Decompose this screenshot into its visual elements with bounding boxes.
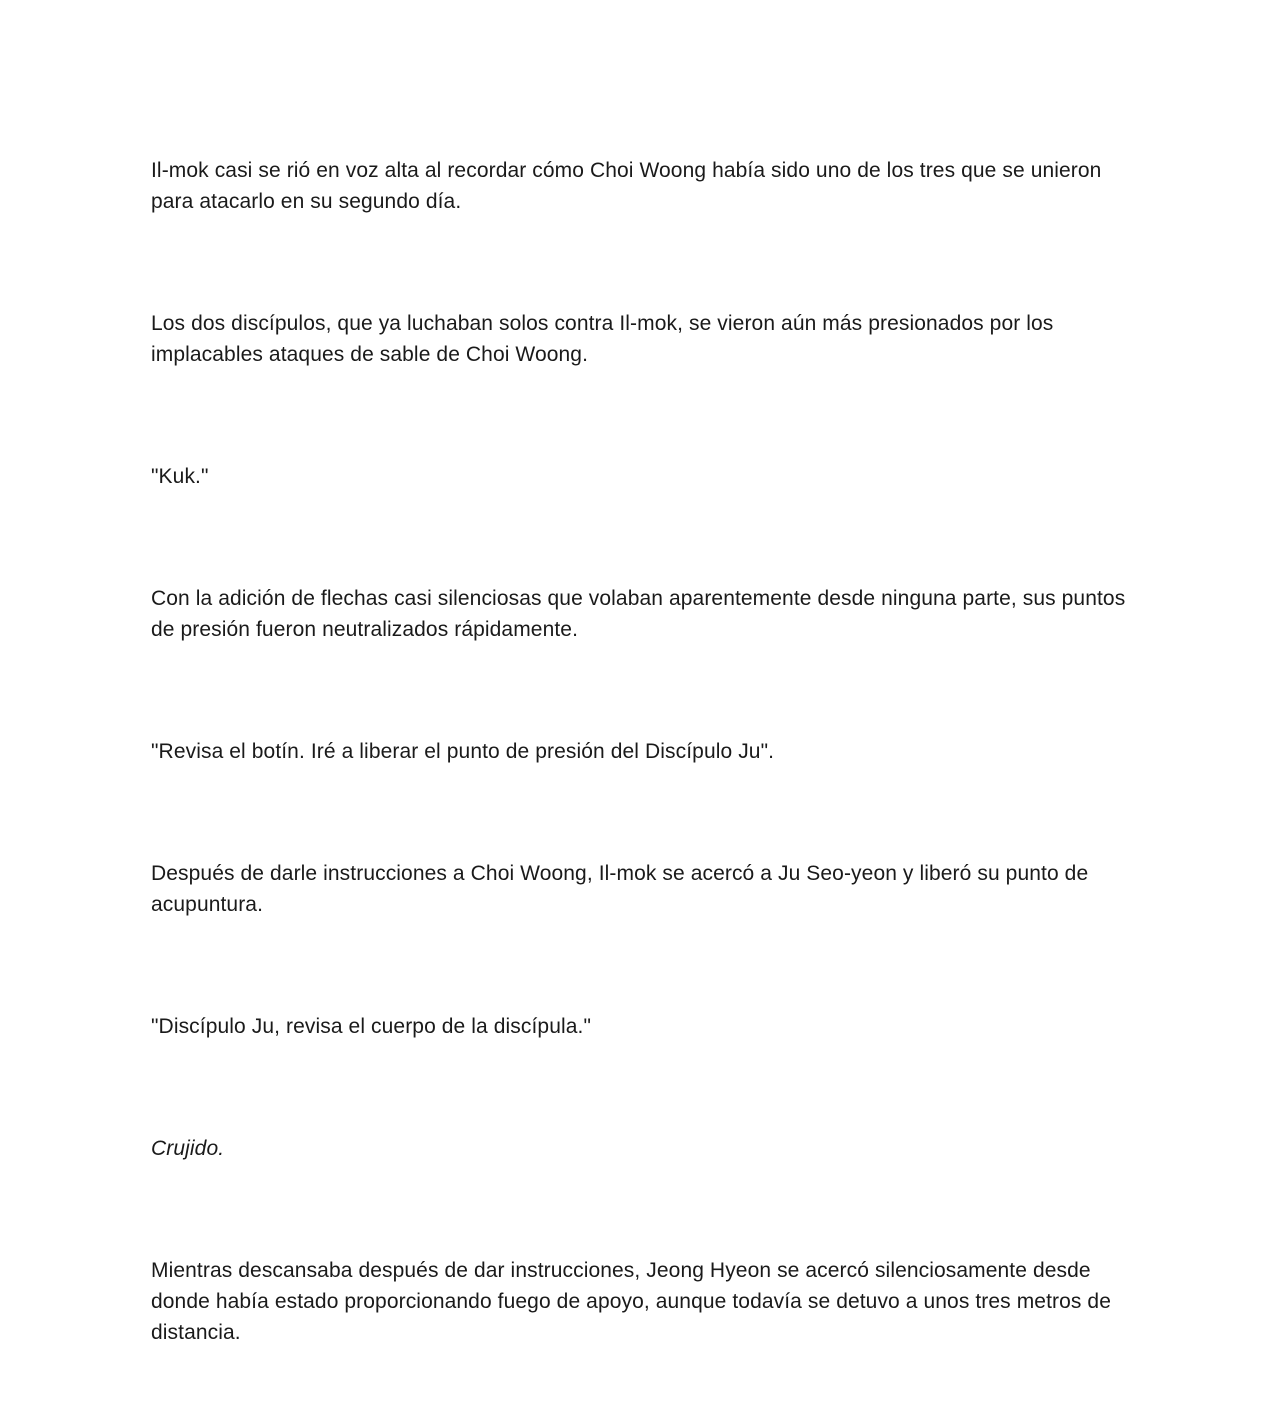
paragraph-1: Il-mok casi se rió en voz alta al recordar cómo Choi Woong había sido uno de los tres que se unieron para atacarlo en su segundo día. <box>151 159 1102 213</box>
paragraph-5-dialogue: "Revisa el botín. Iré a liberar el punto de presión del Discípulo Ju". <box>151 740 775 763</box>
paragraph-2: Los dos discípulos, que ya luchaban solos contra Il-mok, se vieron aún más presionados por los implacables ataques de sable de Choi Woong. <box>151 312 1054 366</box>
paragraph-4: Con la adición de flechas casi silenciosas que volaban aparentemente desde ninguna parte, sus puntos de presión fueron neutralizados rápidamente. <box>151 587 1126 641</box>
paragraph-6: Después de darle instrucciones a Choi Woong, Il-mok se acercó a Ju Seo-yeon y liberó su punto de acupuntura. <box>151 862 1089 916</box>
paragraph-3-dialogue: "Kuk." <box>151 465 209 488</box>
paragraph-8-sound-effect: Crujido. <box>151 1137 225 1160</box>
paragraph-7-dialogue: "Discípulo Ju, revisa el cuerpo de la discípula." <box>151 1015 592 1038</box>
paragraph-9: Mientras descansaba después de dar instrucciones, Jeong Hyeon se acercó silenciosamente desde donde había estado proporcionando fuego de apoyo, aunque todavía se detuvo a unos tres metros de distancia. <box>151 1259 1111 1344</box>
